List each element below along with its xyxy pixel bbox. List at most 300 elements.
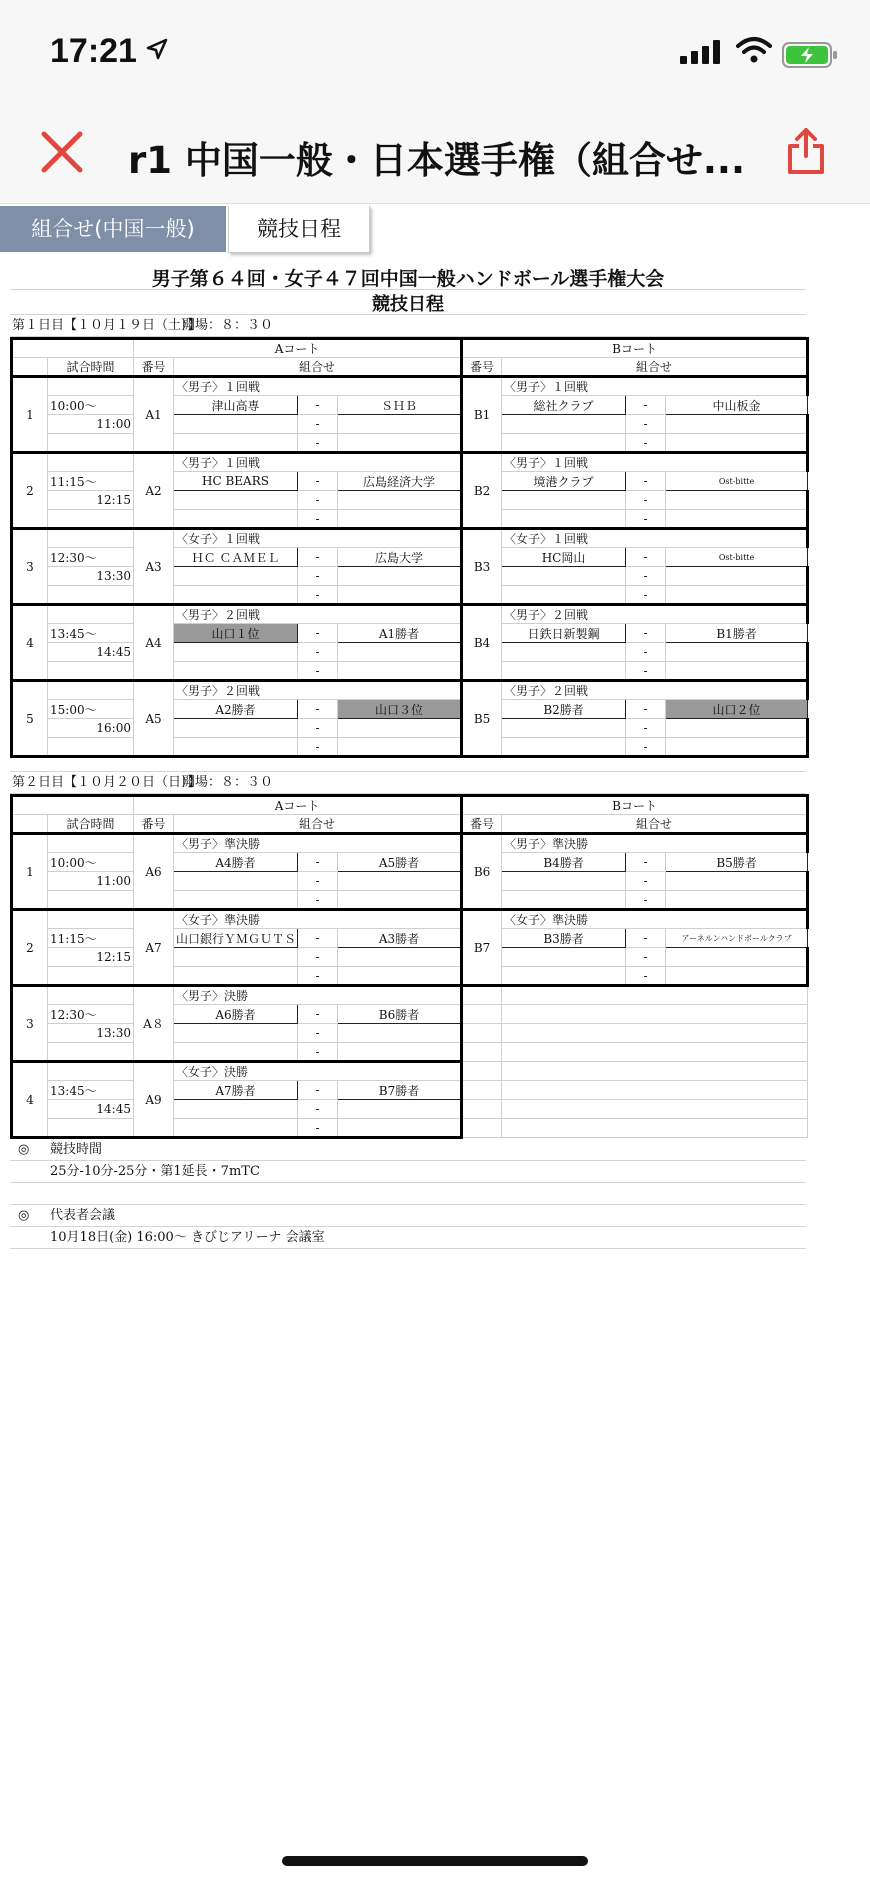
slot-row (12, 491, 808, 510)
slot-row (12, 510, 808, 529)
cell (462, 1100, 502, 1119)
slot-row (12, 586, 808, 605)
slot-row (12, 1043, 808, 1062)
cell (338, 1100, 462, 1119)
slot-number: 4 (12, 605, 48, 681)
match-code: B5 (462, 681, 502, 757)
round-label: 〈男子〉２回戦 (502, 681, 808, 700)
cell (338, 434, 462, 453)
end-time: 11:00 (48, 415, 134, 434)
slot-row (12, 681, 808, 700)
vs-dash: - (626, 434, 666, 453)
cell (48, 834, 134, 853)
vs-dash: - (298, 929, 338, 948)
round-label: 〈男子〉１回戦 (502, 377, 808, 396)
match-code: A7 (134, 910, 174, 986)
slot-row (12, 719, 808, 738)
cell (174, 415, 298, 434)
cell (338, 891, 462, 910)
cell (174, 1100, 298, 1119)
team-name: アーネルンハンドボールクラブ (666, 929, 808, 948)
team-name: ＨＣ ＣＡＭＥＬ (174, 548, 298, 567)
cell (48, 510, 134, 529)
cell (12, 796, 134, 815)
vs-dash: - (298, 510, 338, 529)
schedule-sheet (10, 264, 806, 1249)
match-code: A9 (134, 1062, 174, 1138)
slot-row (12, 605, 808, 624)
cell (502, 967, 626, 986)
vs-dash: - (626, 396, 666, 415)
cell (666, 967, 808, 986)
slot-row (12, 472, 808, 491)
cell (48, 891, 134, 910)
cell (48, 1119, 134, 1138)
team-name: 広島経済大学 (338, 472, 462, 491)
vs-dash: - (298, 396, 338, 415)
team-name: A3勝者 (338, 929, 462, 948)
slot-row (12, 1062, 808, 1081)
cell (502, 510, 626, 529)
cell (338, 872, 462, 891)
match-header: 組合せ (502, 815, 808, 834)
cell (338, 662, 462, 681)
team-name: Ost-bitte (666, 472, 808, 491)
cell (462, 1062, 502, 1081)
end-time: 12:15 (48, 491, 134, 510)
cell (48, 586, 134, 605)
slot-row (12, 1100, 808, 1119)
match-header: 組合せ (502, 358, 808, 377)
day-label: 第１日目【１０月１９日（土）】 (12, 318, 201, 333)
cell (666, 738, 808, 757)
cell (666, 891, 808, 910)
team-name: 境港クラブ (502, 472, 626, 491)
column-header-row (12, 815, 808, 834)
open-time: 開場：８：３０ (182, 775, 274, 790)
nav-bar (0, 100, 870, 204)
cell (502, 586, 626, 605)
match-code: B1 (462, 377, 502, 453)
vs-dash: - (298, 586, 338, 605)
slot-row (12, 1005, 808, 1024)
cell (48, 453, 134, 472)
cell (174, 567, 298, 586)
slot-number: 1 (12, 377, 48, 453)
number-header: 番号 (462, 815, 502, 834)
spacer-row (10, 1183, 806, 1205)
open-time: 開場：８：３０ (182, 318, 274, 333)
cell (174, 434, 298, 453)
cell (48, 681, 134, 700)
cell (502, 891, 626, 910)
match-code: A2 (134, 453, 174, 529)
slot-number: 1 (12, 834, 48, 910)
slot-row (12, 738, 808, 757)
court-b-header: Bコート (462, 339, 808, 358)
slot-number: 3 (12, 529, 48, 605)
note-heading-row (10, 1205, 806, 1227)
day-header (10, 772, 806, 794)
cell (502, 1081, 808, 1100)
cell (666, 491, 808, 510)
cell (174, 510, 298, 529)
cell (174, 662, 298, 681)
vs-dash: - (626, 853, 666, 872)
slot-row (12, 529, 808, 548)
team-name: B2勝者 (502, 700, 626, 719)
document-title: r1 中国一般・日本選手権（組合せ... (128, 139, 746, 182)
team-name: B6勝者 (338, 1005, 462, 1024)
vs-dash: - (298, 1043, 338, 1062)
vs-dash: - (298, 567, 338, 586)
vs-dash: - (298, 415, 338, 434)
cell (462, 986, 502, 1005)
team-name: B7勝者 (338, 1081, 462, 1100)
cell (502, 986, 808, 1005)
tournament-title: 男子第６４回・女子４７回中国一般ハンドボール選手権大会 (10, 264, 806, 290)
match-code: B4 (462, 605, 502, 681)
cell (338, 567, 462, 586)
vs-dash: - (298, 491, 338, 510)
cell (48, 529, 134, 548)
number-header: 番号 (134, 358, 174, 377)
vs-dash: - (298, 700, 338, 719)
slot-row (12, 453, 808, 472)
slot-number: 2 (12, 910, 48, 986)
team-name: ＳＨＢ (338, 396, 462, 415)
time-header: 試合時間 (48, 358, 134, 377)
end-time: 13:30 (48, 567, 134, 586)
cell (174, 948, 298, 967)
cell (502, 434, 626, 453)
vs-dash: - (298, 662, 338, 681)
cell (174, 1043, 298, 1062)
cell (502, 643, 626, 662)
vs-dash: - (626, 643, 666, 662)
vs-dash: - (298, 1119, 338, 1138)
tab-schedule[interactable]: 競技日程 (228, 206, 370, 253)
team-name: B5勝者 (666, 853, 808, 872)
note-heading-row (10, 1139, 806, 1161)
vs-dash: - (298, 1081, 338, 1100)
cell (502, 719, 626, 738)
round-label: 〈男子〉１回戦 (502, 453, 808, 472)
match-code: A4 (134, 605, 174, 681)
match-code: A6 (134, 834, 174, 910)
team-name: 山口銀行ＹＭＧＵＴＳ (174, 929, 298, 948)
match-code: A８ (134, 986, 174, 1062)
match-code: B2 (462, 453, 502, 529)
cell (338, 948, 462, 967)
cell (12, 358, 48, 377)
share-icon[interactable] (786, 126, 826, 176)
slot-row (12, 643, 808, 662)
vs-dash: - (626, 700, 666, 719)
cell (502, 1005, 808, 1024)
vs-dash: - (626, 548, 666, 567)
slot-row (12, 1081, 808, 1100)
slot-number: 2 (12, 453, 48, 529)
cell (338, 967, 462, 986)
team-name: A5勝者 (338, 853, 462, 872)
cell (502, 872, 626, 891)
number-header: 番号 (462, 358, 502, 377)
vs-dash: - (626, 624, 666, 643)
match-header: 組合せ (174, 358, 462, 377)
status-time: 17:21 (50, 32, 137, 70)
cell (48, 434, 134, 453)
team-name: 総社クラブ (502, 396, 626, 415)
end-time: 16:00 (48, 719, 134, 738)
cell (502, 491, 626, 510)
cell (666, 415, 808, 434)
slot-row (12, 434, 808, 453)
team-name: HC岡山 (502, 548, 626, 567)
vs-dash: - (298, 643, 338, 662)
slot-row (12, 624, 808, 643)
cell (502, 738, 626, 757)
slot-row (12, 700, 808, 719)
vs-dash: - (298, 434, 338, 453)
cell (174, 872, 298, 891)
end-time: 11:00 (48, 872, 134, 891)
cell (174, 643, 298, 662)
cell (502, 415, 626, 434)
note-text-row (10, 1161, 806, 1183)
cell (502, 1043, 808, 1062)
cell (48, 662, 134, 681)
team-name: B4勝者 (502, 853, 626, 872)
slot-row (12, 662, 808, 681)
match-code: B6 (462, 834, 502, 910)
vs-dash: - (298, 948, 338, 967)
start-time: 10:00～ (48, 396, 134, 415)
court-b-header: Bコート (462, 796, 808, 815)
round-label: 〈女子〉１回戦 (502, 529, 808, 548)
end-time: 12:15 (48, 948, 134, 967)
cell (502, 1100, 808, 1119)
slot-row (12, 1024, 808, 1043)
day-label: 第２日目【１０月２０日（日）】 (12, 775, 201, 790)
round-label: 〈男子〉準決勝 (502, 834, 808, 853)
court-header-row (12, 339, 808, 358)
cell (462, 1043, 502, 1062)
vs-dash: - (298, 872, 338, 891)
vs-dash: - (626, 929, 666, 948)
slot-row (12, 548, 808, 567)
note-heading: 代表者会議 (50, 1208, 116, 1223)
slot-row (12, 567, 808, 586)
team-name: 中山板金 (666, 396, 808, 415)
vs-dash: - (626, 891, 666, 910)
slot-row (12, 929, 808, 948)
vs-dash: - (298, 738, 338, 757)
cell (502, 1062, 808, 1081)
team-name: A6勝者 (174, 1005, 298, 1024)
vs-dash: - (298, 548, 338, 567)
team-name: HC BEARS (174, 472, 298, 491)
vs-dash: - (298, 1005, 338, 1024)
vs-dash: - (298, 1024, 338, 1043)
status-bar (0, 0, 870, 100)
round-label: 〈男子〉決勝 (174, 986, 462, 1005)
match-header: 組合せ (174, 815, 462, 834)
start-time: 11:15～ (48, 472, 134, 491)
cell (48, 605, 134, 624)
vs-dash: - (298, 891, 338, 910)
cell (174, 719, 298, 738)
match-code: A1 (134, 377, 174, 453)
team-name: B1勝者 (666, 624, 808, 643)
slot-row (12, 986, 808, 1005)
vs-dash: - (298, 1100, 338, 1119)
column-header-row (12, 358, 808, 377)
cell (12, 815, 48, 834)
court-a-header: Aコート (134, 339, 462, 358)
cell (48, 1043, 134, 1062)
round-label: 〈女子〉決勝 (174, 1062, 462, 1081)
note-text: 10月18日(金) 16:00～ きびじアリーナ 会議室 (50, 1230, 325, 1245)
cell (338, 1119, 462, 1138)
cell (462, 1024, 502, 1043)
round-label: 〈男子〉準決勝 (174, 834, 462, 853)
cell (12, 339, 134, 358)
slot-row (12, 872, 808, 891)
team-name: Ost-bitte (666, 548, 808, 567)
slot-row (12, 967, 808, 986)
team-name: 日鉄日新製鋼 (502, 624, 626, 643)
start-time: 12:30～ (48, 1005, 134, 1024)
slot-number: 3 (12, 986, 48, 1062)
cell (462, 1119, 502, 1138)
vs-dash: - (626, 719, 666, 738)
slot-row (12, 910, 808, 929)
cell (462, 1005, 502, 1024)
spacer-row (10, 758, 806, 772)
cell (338, 643, 462, 662)
team-name: 津山高専 (174, 396, 298, 415)
schedule-heading: 競技日程 (10, 290, 806, 315)
note-heading: 競技時間 (50, 1142, 103, 1157)
cell (48, 1062, 134, 1081)
vs-dash: - (298, 719, 338, 738)
court-a-header: Aコート (134, 796, 462, 815)
cell (502, 1024, 808, 1043)
cell (338, 586, 462, 605)
number-header: 番号 (134, 815, 174, 834)
cell (502, 1119, 808, 1138)
cell (174, 1024, 298, 1043)
slot-row (12, 1119, 808, 1138)
cell (666, 434, 808, 453)
cell (666, 586, 808, 605)
vs-dash: - (626, 472, 666, 491)
cell (174, 738, 298, 757)
slot-row (12, 377, 808, 396)
vs-dash: - (298, 967, 338, 986)
cell (666, 662, 808, 681)
cell (338, 738, 462, 757)
team-name: 広島大学 (338, 548, 462, 567)
round-label: 〈男子〉２回戦 (502, 605, 808, 624)
cell (174, 1119, 298, 1138)
cell (666, 510, 808, 529)
vs-dash: - (626, 415, 666, 434)
cell (338, 1043, 462, 1062)
day-header (10, 315, 806, 337)
round-label: 〈女子〉準決勝 (174, 910, 462, 929)
vs-dash: - (626, 662, 666, 681)
start-time: 13:45～ (48, 624, 134, 643)
cell (502, 567, 626, 586)
vs-dash: - (626, 586, 666, 605)
end-time: 13:30 (48, 1024, 134, 1043)
slot-row (12, 853, 808, 872)
start-time: 10:00～ (48, 853, 134, 872)
cell (48, 377, 134, 396)
start-time: 12:30～ (48, 548, 134, 567)
vs-dash: - (298, 472, 338, 491)
match-code: A5 (134, 681, 174, 757)
cell (338, 491, 462, 510)
slot-number: 4 (12, 1062, 48, 1138)
cell (666, 948, 808, 967)
cell (666, 872, 808, 891)
cell (338, 1024, 462, 1043)
wifi-icon (736, 36, 772, 64)
vs-dash: - (626, 491, 666, 510)
vs-dash: - (626, 738, 666, 757)
cell (174, 967, 298, 986)
slot-row (12, 396, 808, 415)
home-indicator (282, 1856, 588, 1866)
cell (48, 738, 134, 757)
cell (48, 967, 134, 986)
cell (666, 719, 808, 738)
vs-dash: - (626, 967, 666, 986)
start-time: 13:45～ (48, 1081, 134, 1100)
end-time: 14:45 (48, 643, 134, 662)
vs-dash: - (626, 872, 666, 891)
team-name: A1勝者 (338, 624, 462, 643)
team-name: 山口１位 (174, 624, 298, 643)
schedule-table (10, 794, 809, 1139)
team-name: B3勝者 (502, 929, 626, 948)
cell (338, 719, 462, 738)
team-name: 山口３位 (338, 700, 462, 719)
round-label: 〈女子〉１回戦 (174, 529, 462, 548)
signal-icon (680, 40, 722, 64)
close-icon[interactable] (40, 130, 84, 174)
note-mark: ◎ (18, 1142, 30, 1157)
team-name: A2勝者 (174, 700, 298, 719)
battery-icon (782, 42, 838, 68)
team-name: 山口２位 (666, 700, 808, 719)
start-time: 11:15～ (48, 929, 134, 948)
slot-row (12, 948, 808, 967)
tab-combination[interactable]: 組合せ(中国一般) (0, 206, 226, 252)
round-label: 〈女子〉準決勝 (502, 910, 808, 929)
cell (48, 910, 134, 929)
end-time: 14:45 (48, 1100, 134, 1119)
cell (338, 415, 462, 434)
match-code: B3 (462, 529, 502, 605)
vs-dash: - (626, 510, 666, 529)
cell (48, 986, 134, 1005)
slot-row (12, 415, 808, 434)
cell (502, 662, 626, 681)
